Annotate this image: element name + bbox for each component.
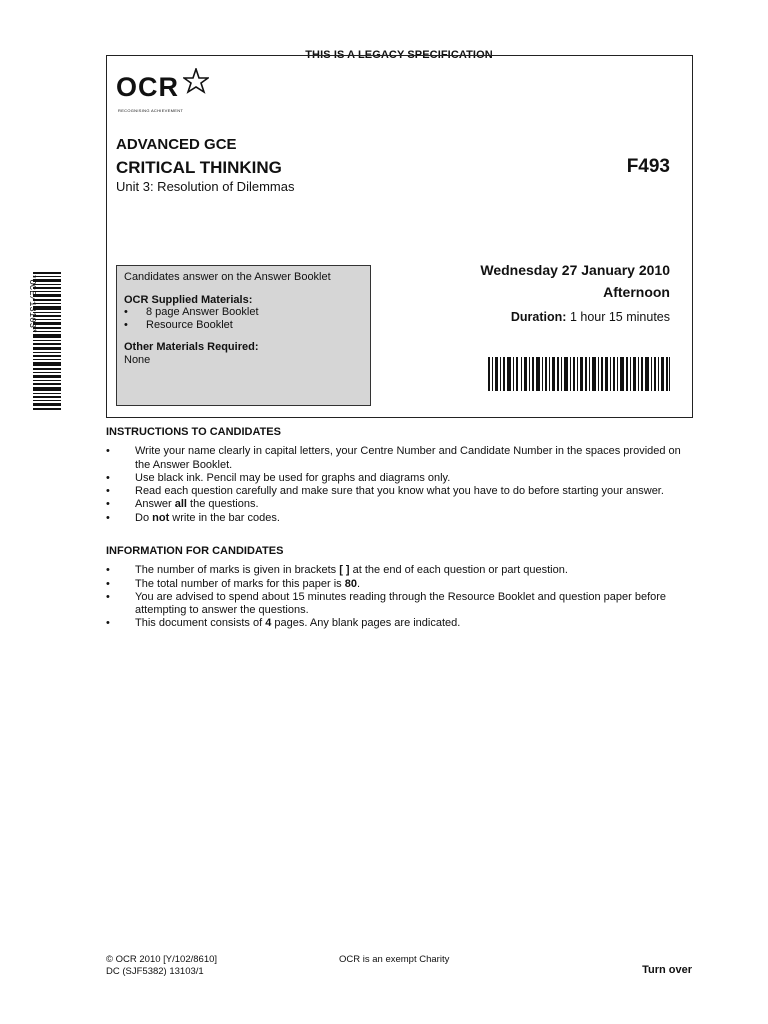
list-item: • Read each question carefully and make sure that you know what you have to do before starting your answer. [106,485,696,498]
legacy-specification-label: THIS IS A LEGACY SPECIFICATION [0,49,768,61]
charity-note: OCR is an exempt Charity [339,954,450,965]
paper-code: F493 [626,156,670,177]
duration-value: 1 hour 15 minutes [569,310,670,324]
instructions-heading: INSTRUCTIONS TO CANDIDATES [106,426,281,438]
star-icon [183,68,209,94]
list-item: • Use black ink. Pencil may be used for graphs and diagrams only. [106,472,696,485]
vertical-barcode-icon [27,272,63,412]
exam-session: Afternoon [603,284,670,300]
unit-title: Unit 3: Resolution of Dilemmas [116,179,295,194]
subject-title: CRITICAL THINKING [116,158,282,177]
list-item: • You are advised to spend about 15 minutes reading through the Resource Booklet and question paper before attempting to answer the questions. [106,591,696,618]
qualification-level: ADVANCED GCE [116,136,237,153]
exam-date: Wednesday 27 January 2010 [480,262,670,278]
list-item: • Write your name clearly in capital letters, your Centre Number and Candidate Number in the spaces provided on the Answer Booklet. [106,445,696,472]
footer-codes [106,954,217,978]
ocr-logo [116,72,184,113]
duration-label: Duration: [510,310,567,324]
side-barcode-text: *OCE/13103* [27,274,37,334]
list-item: • The total number of marks for this paper is 80. [106,578,696,591]
other-materials-heading: Other Materials Required: [124,341,259,353]
side-barcode [27,272,63,417]
other-materials-value: None [124,353,151,366]
instructions-list [106,445,696,525]
ocr-logo-text: OCR [116,72,179,102]
information-list [106,564,696,630]
candidate-barcode [488,357,671,402]
copyright-text: © OCR 2010 [Y/102/8610] [106,954,218,965]
list-item: • This document consists of 4 pages. Any blank pages are indicated. [106,617,696,630]
information-heading: INFORMATION FOR CANDIDATES [106,545,284,557]
supplied-materials-heading: OCR Supplied Materials: [124,293,253,306]
list-item: • Answer all the questions. [106,498,696,511]
document-code: DC (SJF5382) 13103/1 [106,966,204,977]
information-section [106,545,696,631]
exam-duration [511,310,670,324]
materials-box [116,265,371,406]
ocr-logo-tagline: RECOGNISING ACHIEVEMENT [118,108,184,113]
list-item: • Do not write in the bar codes. [106,512,696,525]
materials-intro: Candidates answer on the Answer Booklet [124,271,331,283]
turn-over-label: Turn over [642,964,692,976]
list-item: • Resource Booklet [124,319,363,332]
supplied-materials-list [124,306,363,331]
barcode-icon [488,357,671,397]
list-item: • 8 page Answer Booklet [124,306,363,319]
instructions-section [106,426,696,525]
list-item: • The number of marks is given in brackets [ ] at the end of each question or part question. [106,564,696,577]
